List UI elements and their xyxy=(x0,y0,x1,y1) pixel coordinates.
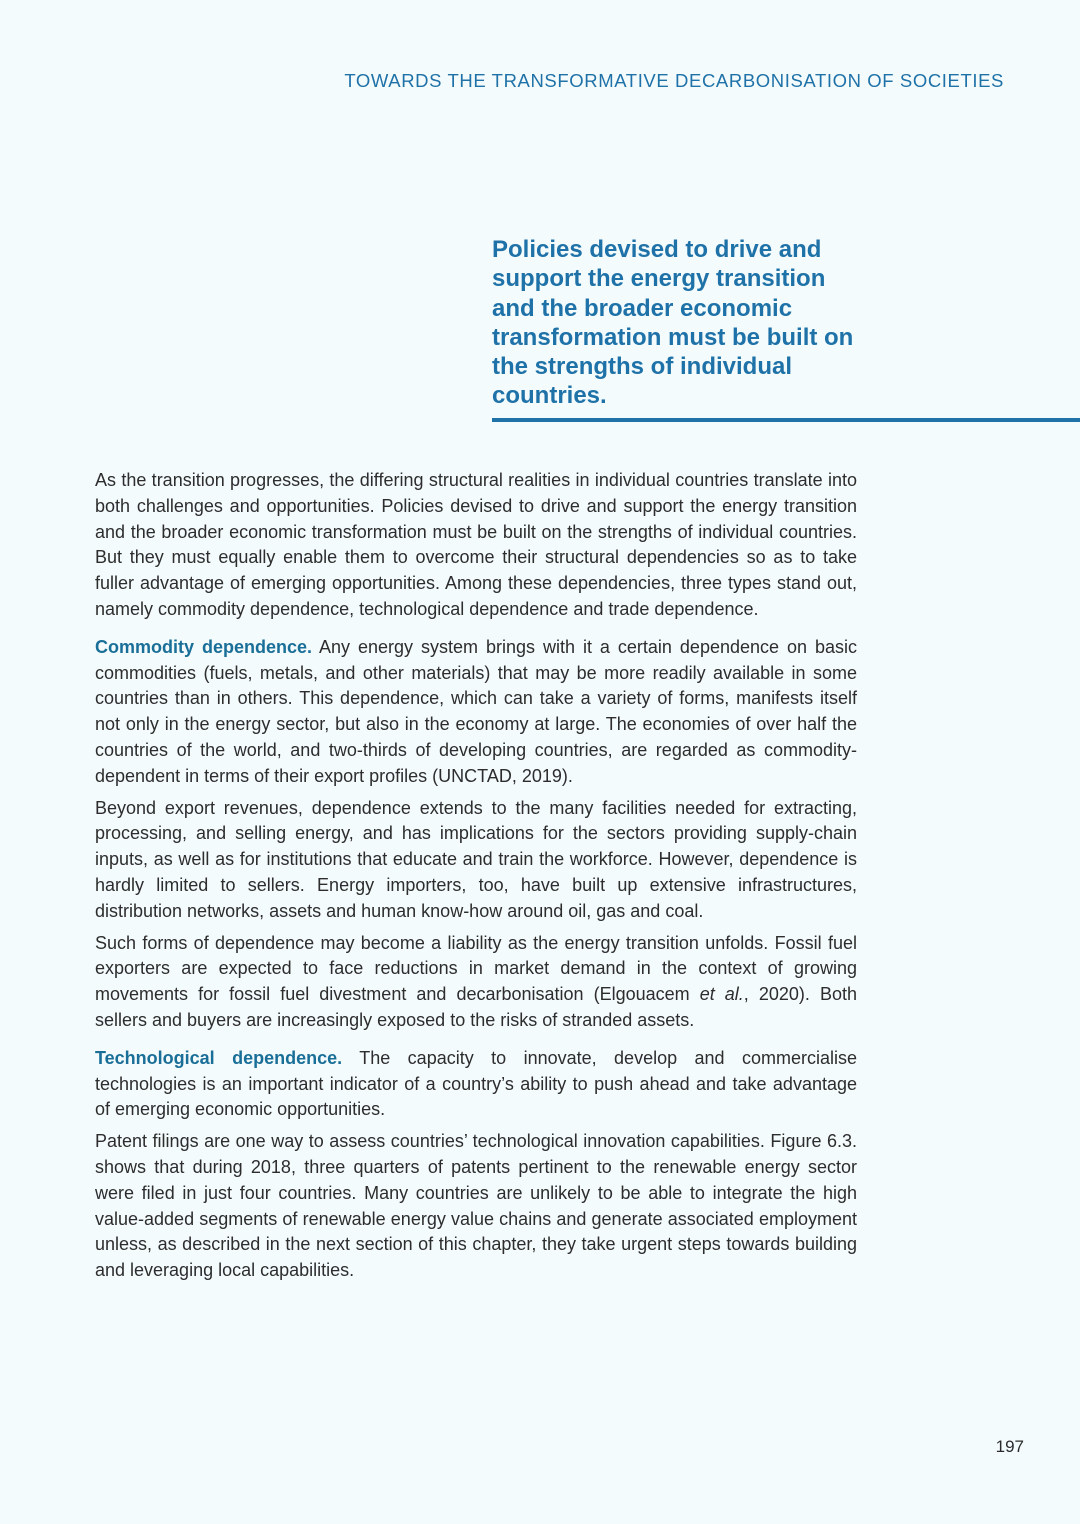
paragraph-technological-dependence xyxy=(95,1046,857,1123)
paragraph-intro: As the transition progresses, the differing structural realities in individual countries translate into both challenges and opportunities. Policies devised to drive and support the energy transition and the broader economic transformation must be built on the strengths of individual countries. But they must equally enable them to overcome their structural dependencies so as to take fuller advantage of emerging opportunities. Among these dependencies, three types stand out, namely commodity dependence, technological dependence and trade dependence. xyxy=(95,470,857,619)
run-in-heading-commodity: Commodity dependence. xyxy=(95,636,313,657)
paragraph-liability xyxy=(95,931,857,1034)
citation-et-al: et al. xyxy=(699,984,744,1005)
paragraph-commodity-text: Any energy system brings with it a certain dependence on basic commodities (fuels, metals, and other materials) that may be more readily available in some countries than in others. This dependence, which can take a variety of forms, manifests itself not only in the energy sector, but also in the economy at large. The economies of over half the countries of the world, and two-thirds of developing countries, are regarded as commodity-dependent in terms of their export profiles (UNCTAD, 2019). xyxy=(95,636,858,786)
pull-quote: Policies devised to drive and support the energy transition and the broader economic transformation must be built on the strengths of individual countries. xyxy=(492,236,854,410)
paragraph-patent-filings: Patent filings are one way to assess countries’ technological innovation capabilities. Figure 6.3. shows that during 2018, three quarters of patents pertinent to the renewable energy sector were filed in just four countries. Many countries are unlikely to be able to integrate the high value-added segments of renewable energy value chains and generate associated employment unless, as described in the next section of this chapter, they take urgent steps towards building and leveraging local capabilities. xyxy=(95,1131,857,1281)
body-text xyxy=(95,468,857,1290)
page-number: 197 xyxy=(995,1437,1024,1456)
run-in-heading-technological: Technological dependence. xyxy=(95,1047,343,1068)
paragraph-liability-text-2: , 2020). Both sellers and buyers are increasingly exposed to the risks of stranded assets. xyxy=(95,984,857,1030)
running-header: TOWARDS THE TRANSFORMATIVE DECARBONISATION OF SOCIETIES xyxy=(344,70,1004,91)
paragraph-liability-text-1: Such forms of dependence may become a liability as the energy transition unfolds. Fossil fuel exporters are expected to face reductions in market demand in the context of growing movements for fossil fuel divestment and decarbonisation (Elgouacem xyxy=(95,932,857,1005)
paragraph-export-revenues: Beyond export revenues, dependence extends to the many facilities needed for extracting, processing, and selling energy, and has implications for the sectors providing supply-chain inputs, as well as for institutions that educate and train the workforce. However, dependence is hardly limited to sellers. Energy importers, too, have built up extensive infrastructures, distribution networks, assets and human know-how around oil, gas and coal. xyxy=(95,797,857,921)
pull-quote-rule xyxy=(492,418,1080,422)
paragraph-technological-text: The capacity to innovate, develop and commercialise technologies is an important indicator of a country’s ability to push ahead and take advantage of emerging economic opportunities. xyxy=(95,1047,857,1120)
paragraph-commodity-dependence xyxy=(95,635,857,790)
